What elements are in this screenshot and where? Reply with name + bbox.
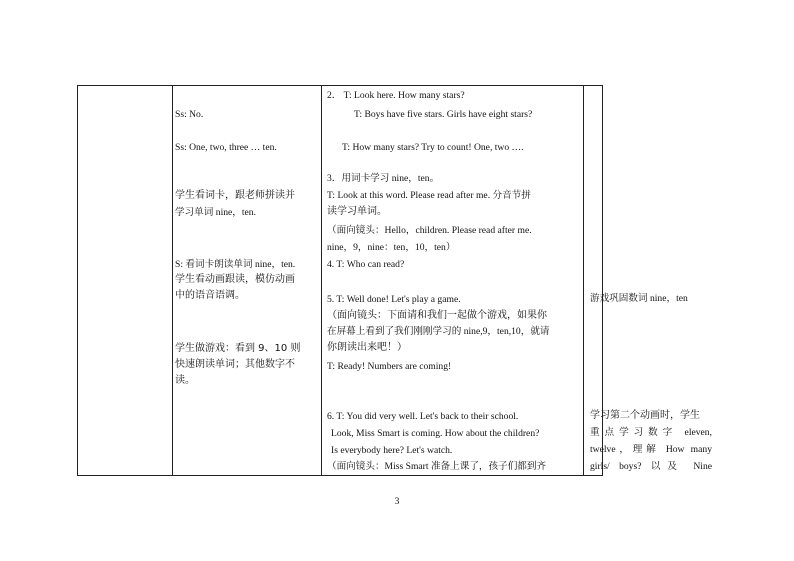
teacher-step-4: 4. T: Who can read? [327,259,405,270]
student-activity-4-line3: 中的语音语调。 [175,290,245,301]
student-response-2: Ss: One, two, three … ten. [175,142,277,153]
purpose-second-animation-line3: twelve，理解 How many [590,444,712,455]
purpose-game-review: 游戏巩固数词 nine，ten [590,293,688,304]
teacher-step-5-line1: 5. T: Well done! Let's play a game. [327,294,461,305]
teacher-step-6-line2: Look, Miss Smart is coming. How about the children? [331,428,540,439]
teacher-step-5-line3: 在屏幕上看到了我们刚刚学习的 nine,9，ten,10，就请 [327,326,550,337]
teacher-step-5-line4: 你朗读出来吧！） [327,342,407,353]
purpose-second-animation-line2: 重点学习数字 eleven, [590,427,712,438]
column-divider-1 [172,85,173,476]
purpose-second-animation-line1: 学习第二个动画时，学生 [590,410,700,421]
table-left-border [77,85,78,476]
teacher-step-3-line4: （面向镜头：Hello，children. Please read after me. [327,225,532,236]
teacher-step-2-line2: T: Boys have five stars. Girls have eight stars? [354,109,533,120]
teacher-step-3-line2: T: Look at this word. Please read after me. 分音节拼 [327,190,531,201]
teacher-step-2-line1: 2． T: Look here. How many stars? [327,90,465,101]
teacher-step-6-line1: 6. T: You did very well. Let's back to their school. [327,411,519,422]
table-top-border [77,85,603,86]
teacher-step-2-line3: T: How many stars? Try to count! One, two …. [342,142,524,153]
student-activity-3-line2: 学习单词 nine，ten. [175,207,257,218]
teacher-step-5-line2: （面向镜头：下面请和我们一起做个游戏，如果你 [327,310,547,321]
student-activity-5-line2: 快速朗读单词；其他数字不 [175,359,295,370]
teacher-step-5-line5: T: Ready! Numbers are coming! [327,361,452,372]
teacher-step-3-line1: 3．用词卡学习 nine，ten。 [327,173,440,184]
student-response-1: Ss: No. [175,109,204,120]
table-bottom-border [77,475,603,476]
student-activity-4-line2: 学生看动画跟读，模仿动画 [175,274,295,285]
teacher-step-6-line3: Is everybody here? Let's watch. [331,445,453,456]
page-number: 3 [394,497,400,507]
teacher-step-6-line4: （面向镜头：Miss Smart 准备上课了，孩子们都到齐 [327,461,547,472]
teacher-step-3-line5: nine，9，nine：ten，10，ten） [327,242,456,253]
column-divider-2 [321,85,322,476]
purpose-second-animation-line4: girls/ boys? 以及 Nine [590,461,712,472]
column-divider-3 [583,85,584,476]
teacher-step-3-line3: 读学习单词。 [327,206,387,217]
student-activity-5-line3: 读。 [175,375,195,386]
student-activity-3-line1: 学生看词卡，跟老师拼读并 [175,190,295,201]
student-activity-4-line1: S: 看词卡朗读单词 nine，ten. [175,259,296,270]
student-activity-5-line1: 学生做游戏：看到 9、10 则 [175,343,301,354]
